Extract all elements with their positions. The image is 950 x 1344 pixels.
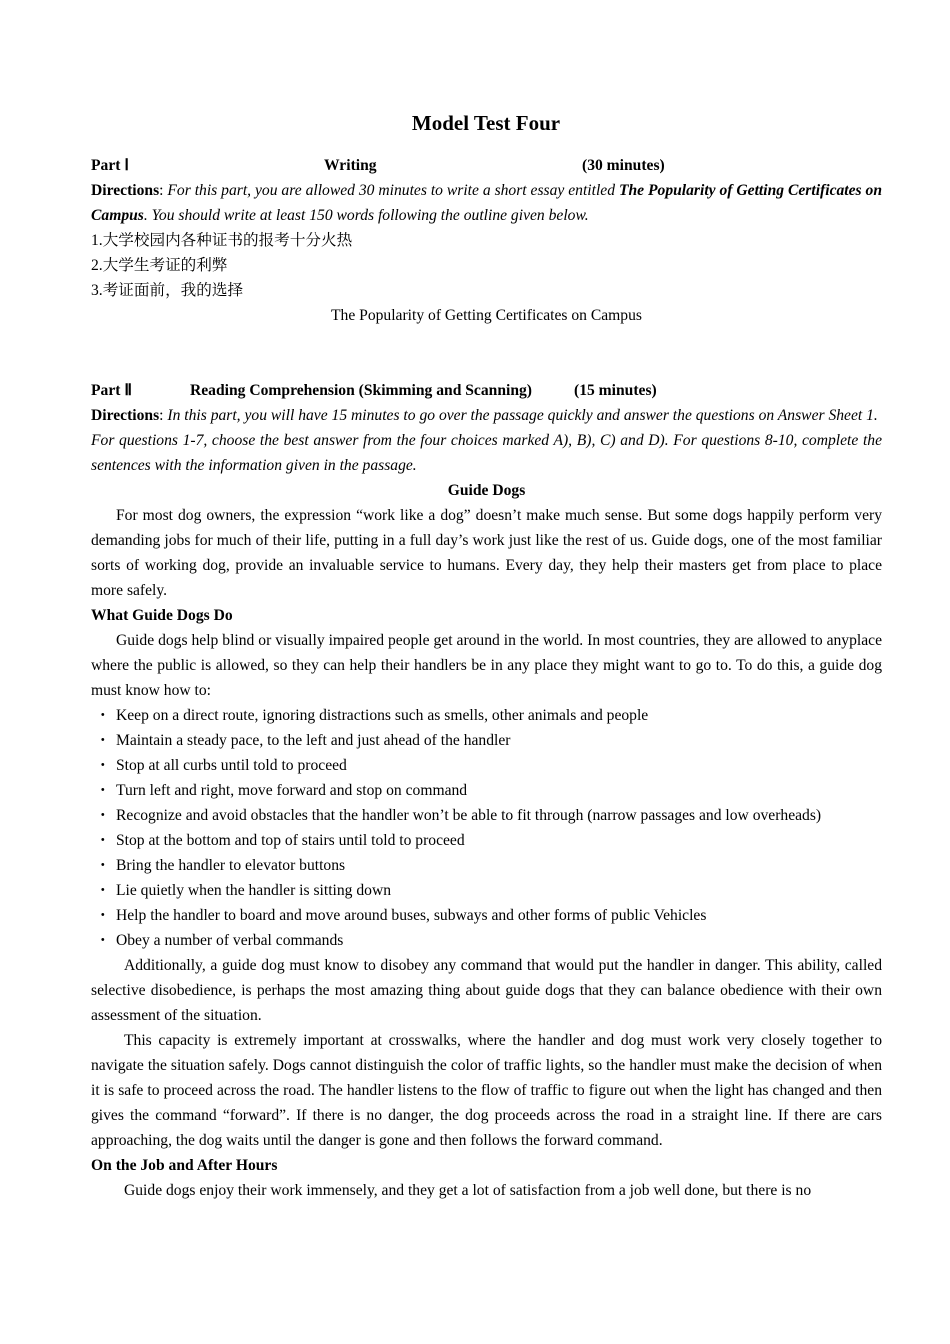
part1-directions: Directions: For this part, you are allowed 30 minutes to write a short essay entitled The Popularity of Getting Certificates on Campus. You should write at least 150 words following the outline given below. xyxy=(91,182,882,224)
bullet-text: Obey a number of verbal commands xyxy=(116,932,344,949)
part1-time: (30 minutes) xyxy=(582,157,665,174)
paragraph: Additionally, a guide dog must know to disobey any command that would put the handler in danger. This ability, called selective disobedience, is perhaps the most amazing thing about guide dogs that they can balance obedience with their own assessment of the situation. xyxy=(91,957,882,1024)
part2-header xyxy=(91,378,882,403)
part2-label: Part Ⅱ xyxy=(91,382,133,399)
directions-text: For this part, you are allowed 30 minutes to write a short essay entitled xyxy=(167,182,619,199)
paragraph: Guide dogs help blind or visually impaired people get around in the world. In most countries, they are allowed to anyplace where the public is allowed, so they can help their handlers be in any place they might want to go to. To do this, a guide dog must know how to: xyxy=(91,632,882,699)
bullet-icon: ・ xyxy=(95,757,111,774)
part1-header xyxy=(91,153,882,178)
paragraph: Guide dogs enjoy their work immensely, and they get a lot of satisfaction from a job well done, but there is no xyxy=(124,1182,812,1199)
part1-label: Part Ⅰ xyxy=(91,157,129,174)
bullet-icon: ・ xyxy=(95,882,111,899)
passage-title: Guide Dogs xyxy=(447,482,526,499)
directions-label: Directions xyxy=(91,182,160,199)
part2-question-instructions: For questions 1-7, choose the best answer from the four choices marked A), B), C) and D). For questions 8-10, complete the sentences with the information given in the passage. xyxy=(91,432,882,474)
page-title: Model Test Four xyxy=(411,111,561,135)
bullet-text: Help the handler to board and move around buses, subways and other forms of public Vehicles xyxy=(116,907,707,924)
essay-title-inline: The Popularity of Getting Certificates on Campus xyxy=(91,182,882,224)
outline-item: 3.考证面前，我的选择 xyxy=(91,282,244,299)
paragraph: For most dog owners, the expression “work like a dog” doesn’t make much sense. But some dogs happily perform very demanding jobs for much of their life, putting in a full day’s work just like the rest of us. Guide dogs, one of the most familiar sorts of working dog, provide an invaluable service to humans. Every day, they help their masters get from place to place more safely. xyxy=(91,507,882,599)
bullet-item xyxy=(91,753,882,778)
bullet-item xyxy=(91,853,882,878)
bullet-text: Keep on a direct route, ignoring distractions such as smells, other animals and people xyxy=(116,707,649,724)
bullet-item xyxy=(91,903,882,928)
directions-label: Directions xyxy=(91,407,160,424)
paragraph: This capacity is extremely important at crosswalks, where the handler and dog must work very closely together to navigate the situation safely. Dogs cannot distinguish the color of traffic lights, so the handler must make the decision of when it is safe to proceed across the road. The handler listens to the flow of traffic to figure out when the light has changed and then gives the command “forward”. If there is no danger, the dog proceeds across the road in a straight line. If there are cars approaching, the dog waits until the danger is gone and then follows the forward command. xyxy=(91,1032,882,1149)
outline-item: 1.大学校园内各种证书的报考十分火热 xyxy=(91,232,353,249)
outline-item: 2.大学生考证的利弊 xyxy=(91,257,228,274)
bullet-icon: ・ xyxy=(95,857,111,874)
bullet-item xyxy=(91,703,882,728)
bullet-item xyxy=(91,803,882,828)
bullet-list xyxy=(91,703,882,953)
bullet-text: Stop at the bottom and top of stairs until told to proceed xyxy=(116,832,465,849)
bullet-icon: ・ xyxy=(95,932,111,949)
bullet-text: Bring the handler to elevator buttons xyxy=(116,857,346,874)
bullet-item xyxy=(91,878,882,903)
bullet-text: Recognize and avoid obstacles that the handler won’t be able to fit through (narrow passages and low overheads) xyxy=(116,807,822,824)
bullet-icon: ・ xyxy=(95,782,111,799)
bullet-text: Lie quietly when the handler is sitting down xyxy=(116,882,392,899)
bullet-item xyxy=(91,778,882,803)
bullet-icon: ・ xyxy=(95,732,111,749)
bullet-icon: ・ xyxy=(95,707,111,724)
bullet-icon: ・ xyxy=(95,832,111,849)
bullet-icon: ・ xyxy=(95,907,111,924)
bullet-text: Maintain a steady pace, to the left and just ahead of the handler xyxy=(116,732,511,749)
part2-directions: Directions: In this part, you will have 15 minutes to go over the passage quickly and answer the questions on Answer Sheet 1. xyxy=(91,407,878,424)
directions-text: In this part, you will have 15 minutes to go over the passage quickly and answer the questions on Answer Sheet 1. xyxy=(167,407,878,424)
section-heading: On the Job and After Hours xyxy=(91,1157,278,1174)
essay-title: The Popularity of Getting Certificates on Campus xyxy=(331,307,642,324)
bullet-item xyxy=(91,828,882,853)
bullet-item xyxy=(91,728,882,753)
directions-text-end: . You should write at least 150 words following the outline given below. xyxy=(143,207,589,224)
bullet-icon: ・ xyxy=(95,807,111,824)
bullet-text: Stop at all curbs until told to proceed xyxy=(116,757,347,774)
bullet-text: Turn left and right, move forward and stop on command xyxy=(116,782,468,799)
part2-name: Reading Comprehension (Skimming and Scanning) xyxy=(190,382,532,399)
section-heading: What Guide Dogs Do xyxy=(91,607,233,624)
part1-name: Writing xyxy=(324,157,377,174)
part2-time: (15 minutes) xyxy=(574,382,657,399)
bullet-item xyxy=(91,928,882,953)
